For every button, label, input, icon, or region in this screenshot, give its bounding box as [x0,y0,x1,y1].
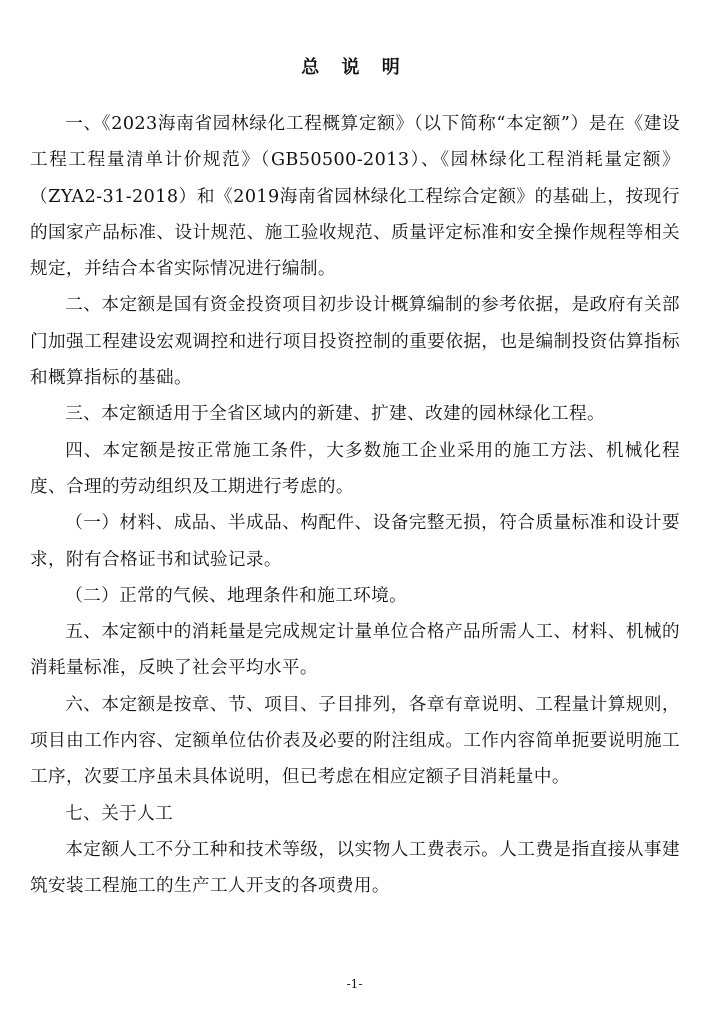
document-body [30,106,680,905]
page-title: 总 说 明 [301,57,408,78]
paragraph-3: 三、本定额适用于全省区域内的新建、扩建、改建的园林绿化工程。 [65,404,606,425]
paragraph-7-body: 本定额人工不分工种和技术等级，以实物人工费表示。人工费是指直接从事建筑安装工程施工的生产工人开支的各项费用。 [30,839,680,897]
paragraph-4: 四、本定额是按正常施工条件，大多数施工企业采用的施工方法、机械化程度、合理的劳动组织及工期进行考虑的。 [30,440,680,497]
paragraph-5: 五、本定额中的消耗量是完成规定计量单位合格产品所需人工、材料、机械的消耗量标准，反映了社会平均水平。 [30,622,680,679]
paragraph-7-heading: 七、关于人工 [65,803,174,824]
paragraph-1: 一、《2023海南省园林绿化工程概算定额》（以下简称“本定额”）是在《建设工程工程量清单计价规范》（GB50500-2013）、《园林绿化工程消耗量定额》（ZYA2-31-2018）和《2019海南省园林绿化工程综合定额》的基础上，按现行的国家产品标准、设计规范、施工验收规范、质量评定标准和安全操作规程等相关规定，并结合本省实际情况进行编制。 [30,114,680,280]
paragraph-4-item-1: （一）材料、成品、半成品、构配件、设备完整无损，符合质量标准和设计要求，附有合格证书和试验记录。 [30,513,680,570]
paragraph-2: 二、本定额是国有资金投资项目初步设计概算编制的参考依据，是政府有关部门加强工程建设宏观调控和进行项目投资控制的重要依据，也是编制投资估算指标和概算指标的基础。 [30,295,680,389]
paragraph-4-item-2: （二）正常的气候、地理条件和施工环境。 [65,585,408,606]
page-number: -1- [346,977,363,991]
paragraph-6: 六、本定额是按章、节、项目、子目排列，各章有章说明、工程量计算规则，项目由工作内容、定额单位估价表及必要的附注组成。工作内容简单扼要说明施工工序，次要工序虽未具体说明，但已考虑在相应定额子目消耗量中。 [30,694,680,788]
